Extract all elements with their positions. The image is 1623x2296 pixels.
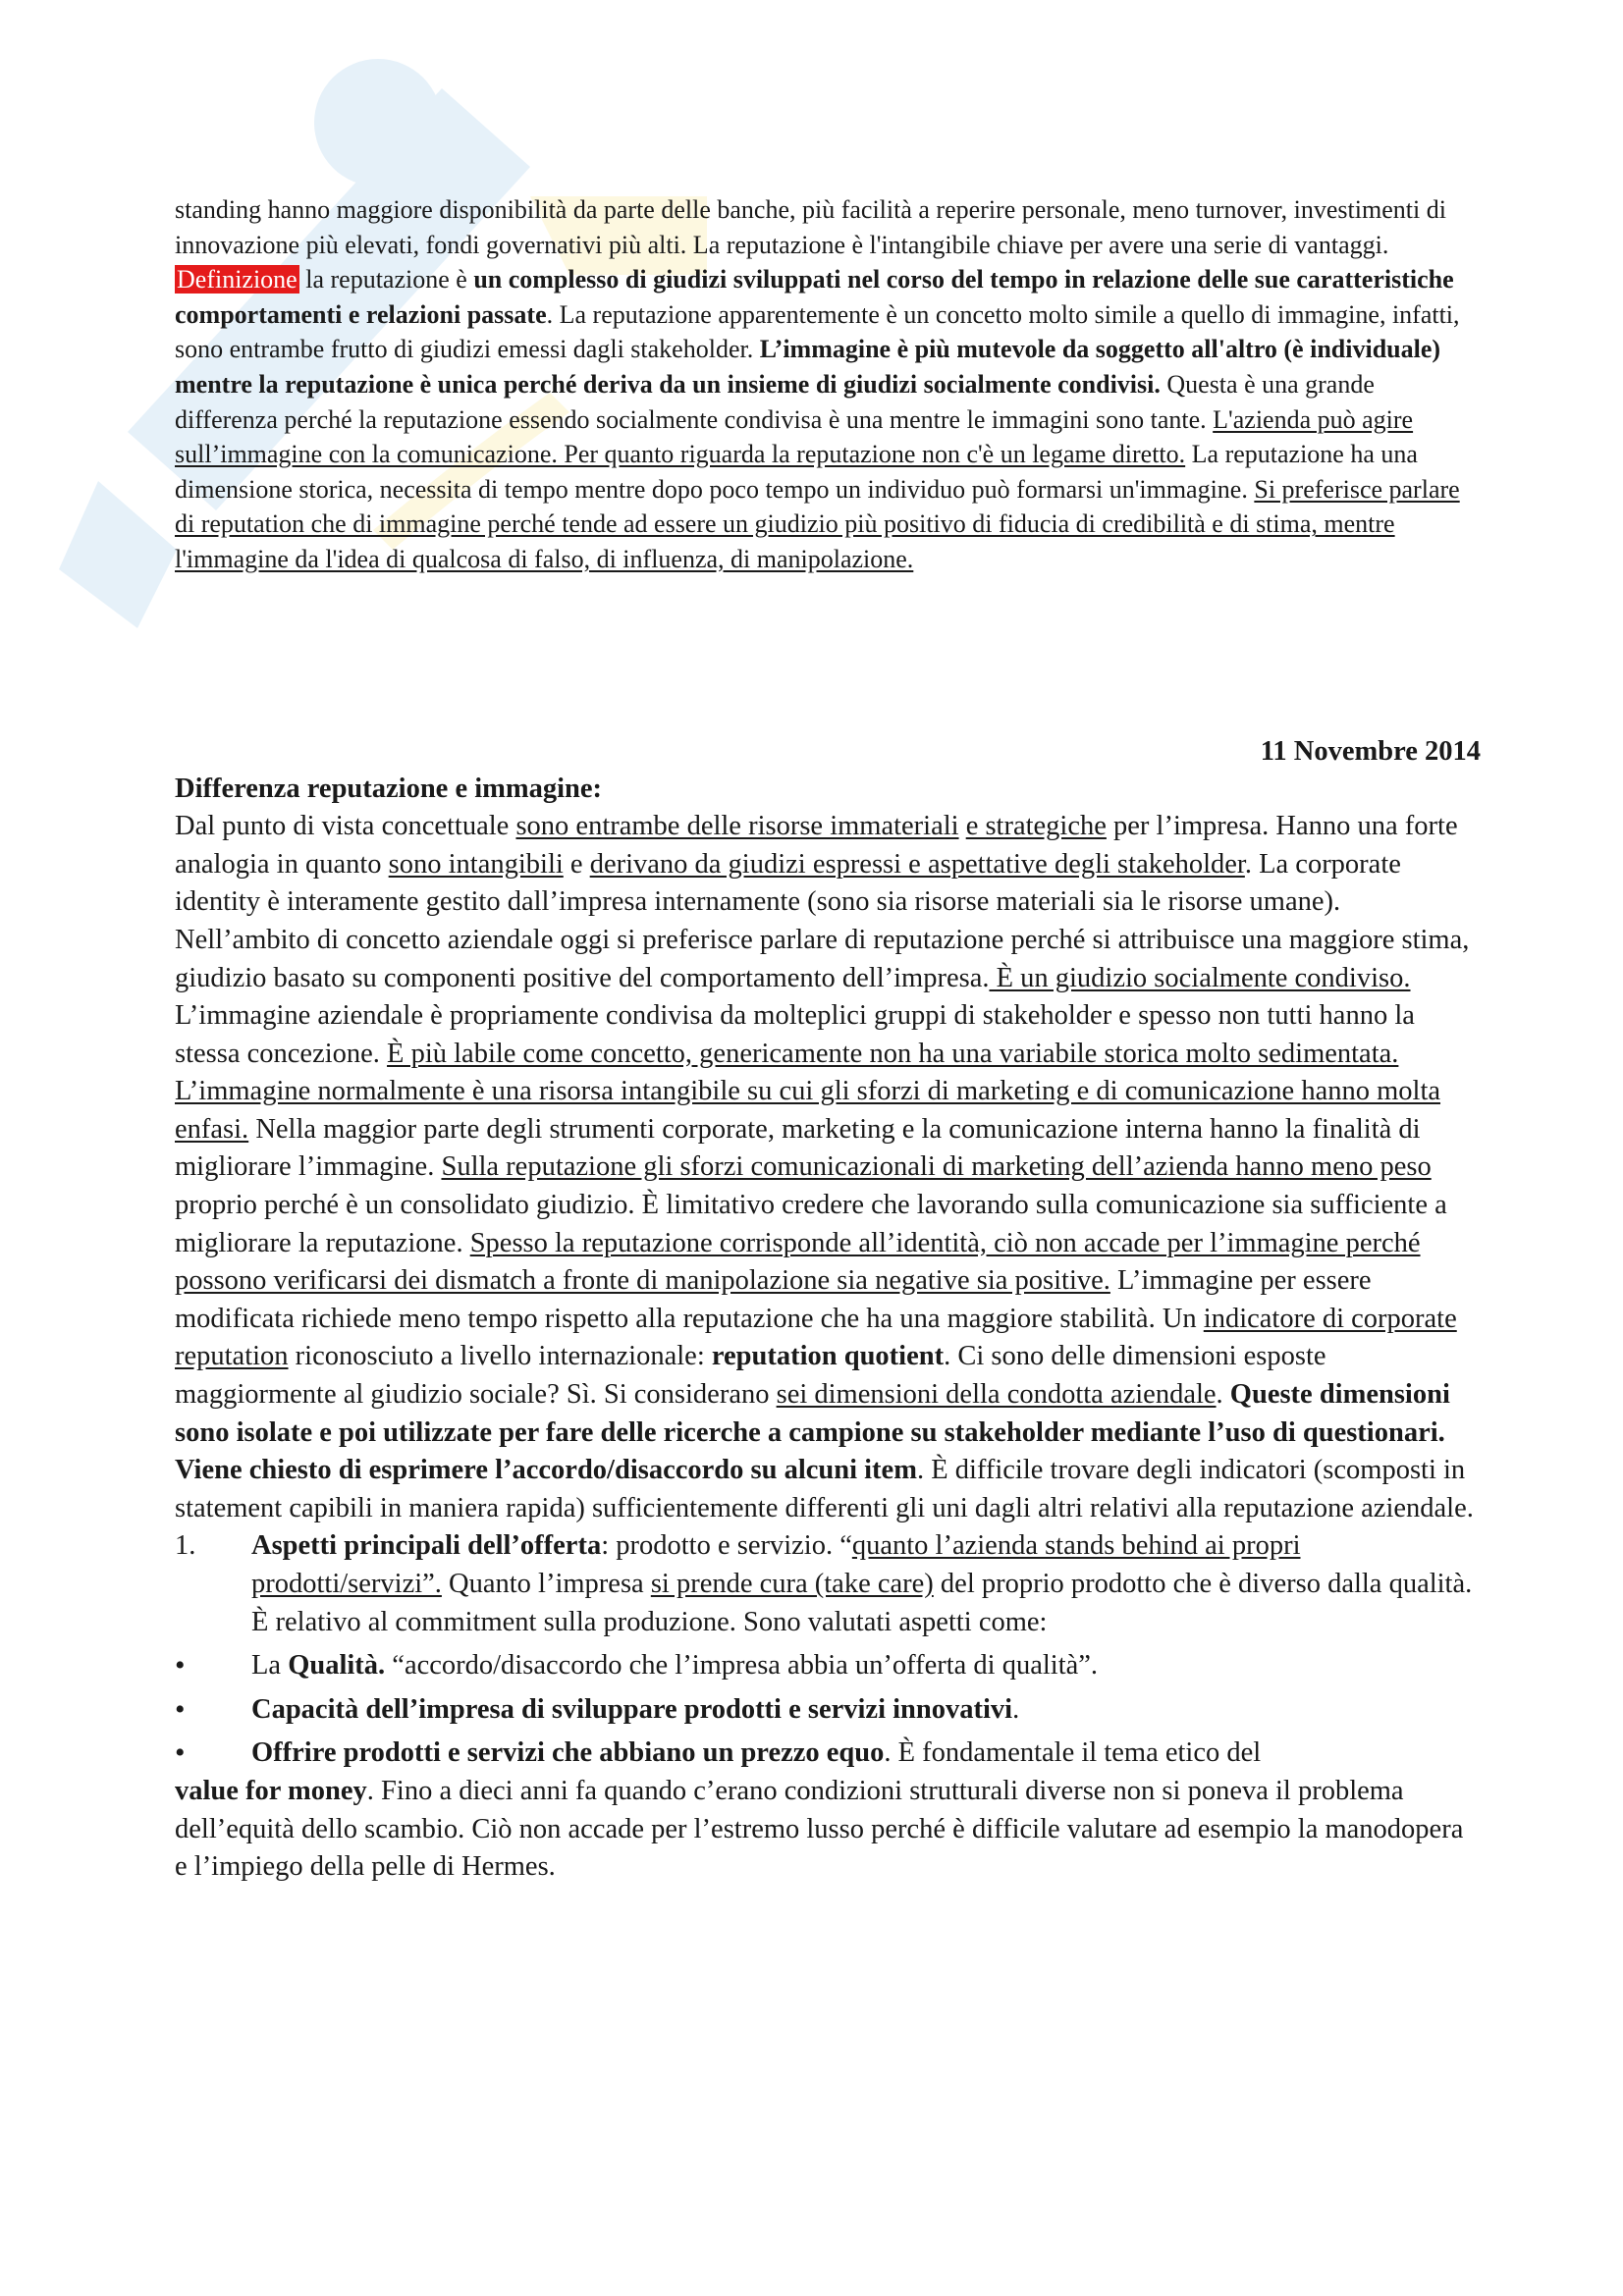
bold-run: Aspetti principali dell’offerta xyxy=(251,1530,602,1562)
text-run: . È difficile trovare degli indicatori (scomposti in statement capibili in maniera rapida) sufficientemente differenti gli uni dagli altri relativi alla reputazione aziendale. xyxy=(175,1455,1474,1523)
bullet-icon: • xyxy=(175,1736,186,1770)
text-run: . È fondamentale il tema etico del xyxy=(884,1737,1262,1769)
text-run: . Ci sono delle dimensioni esposte maggiormente al giudizio sociale? Sì. Si considerano xyxy=(175,1341,1326,1411)
bold-run: Capacità dell’impresa di sviluppare prodotti e servizi innovativi xyxy=(251,1693,1013,1725)
underlined-run: L'azienda può agire sull’immagine con la comunicazione. Per quanto riguarda la reputazione non c'è un legame diretto. xyxy=(175,404,1414,469)
text-run: Quanto l’impresa xyxy=(441,1569,651,1599)
bullet-text xyxy=(251,1735,1261,1773)
paragraph-definizione xyxy=(175,262,1481,576)
bullet-text xyxy=(251,1647,1098,1685)
underlined-run: si prende cura (take care) xyxy=(650,1569,934,1599)
text-run: la reputazione è xyxy=(298,265,474,294)
text-run: Nella maggior parte degli strumenti corporate, marketing e la comunicazione interna hanno la finalità di migliorare l’immagine. xyxy=(175,1113,1421,1183)
underlined-run: Spesso la reputazione corrisponde all’identità, ciò non accade per l’immagine perché possono verificarsi dei dismatch a fronte di manipolazione sia negative sia positive. xyxy=(175,1227,1421,1297)
text-run: . xyxy=(1012,1693,1020,1725)
text-run: per l’impresa. Hanno una forte analogia in quanto xyxy=(175,811,1458,880)
bullet-icon: • xyxy=(175,1649,186,1682)
text-run: . xyxy=(1216,1379,1230,1411)
text-block-top xyxy=(175,192,1481,577)
document-page xyxy=(175,192,1481,1887)
text-run: : prodotto e servizio. “ xyxy=(601,1530,852,1562)
item-text xyxy=(251,1527,1481,1641)
text-run: L’immagine aziendale è propriamente condivisa da molteplici gruppi di stakeholder e spesso non tutti hanno la stessa concezione. xyxy=(175,1000,1415,1069)
bold-run: Offrire prodotti e servizi che abbiano un prezzo equo xyxy=(251,1737,885,1769)
underlined-run: È più labile come concetto, genericamente non ha una variabile storica molto sedimentata. L’immagine normalmente è una risorsa intangibile su cui gli sforzi di marketing e di comunicazione hanno molta enfasi. xyxy=(175,1038,1441,1145)
bullet-item-qualita xyxy=(175,1647,1481,1685)
text-run: La xyxy=(251,1650,289,1682)
lecture-date: 11 Novembre 2014 xyxy=(1260,735,1481,767)
bullet-text xyxy=(251,1691,1019,1730)
paragraph-standing xyxy=(175,192,1481,262)
text-run: . Fino a dieci anni fa quando c’erano condizioni strutturali diverse non si poneva il problema dell’equità dello scambio. Ciò non accade per l’estremo lusso perché è difficile valutare ad esempio la manodopera e l’impiego della pelle di Hermes. xyxy=(175,1775,1464,1883)
section-heading: Differenza reputazione e immagine: xyxy=(175,773,603,804)
item-number: 1. xyxy=(175,1530,196,1562)
text-run: . La reputazione apparentemente è un concetto molto simile a quello di immagine, infatti, sono entrambe frutto di giudizi emessi dagli stakeholder. xyxy=(175,299,1460,364)
bullet-item-prezzo xyxy=(175,1735,1481,1773)
text-run: Questa è una grande differenza perché la reputazione essendo socialmente condivisa è una mentre le immagini sono tante. xyxy=(175,369,1375,434)
text-block-main xyxy=(175,733,1481,1642)
text-run: proprio perché è un consolidato giudizio. È limitativo credere che lavorando sulla comunicazione sia sufficiente a migliorare la reputazione. xyxy=(175,1190,1447,1258)
text-run: Dal punto di vista concettuale xyxy=(175,811,516,842)
underlined-run: e strategiche xyxy=(965,811,1107,842)
numbered-item-1 xyxy=(175,1527,1481,1641)
text-run: e xyxy=(563,848,590,880)
text-run: La reputazione ha una dimensione storica, necessita di tempo mentre dopo poco tempo un individuo può formarsi un'immagine. xyxy=(175,440,1418,504)
underlined-run: indicatore di corporate reputation xyxy=(175,1303,1457,1372)
bullet-icon: • xyxy=(175,1692,186,1726)
bold-run: L’immagine è più mutevole da soggetto all'altro (è individuale) mentre la reputazione è unica perché deriva da un insieme di giudizi socialmente condivisi. xyxy=(175,335,1441,399)
definition-tag: Definizione xyxy=(177,265,298,294)
text-run xyxy=(959,811,966,841)
text-run: . La corporate identity è interamente gestito dall’impresa internamente (sono sia risorse materiali sia le risorse umane). Nell’ambito di concetto aziendale oggi si preferisce parlare di reputazione perché si attribuisce una maggiore stima, giudizio basato su componenti positive del comportamento dell’impresa. xyxy=(175,848,1470,993)
underlined-run: sono intangibili xyxy=(388,848,564,880)
text-run: riconosciuto a livello internazionale: xyxy=(288,1341,712,1372)
bold-run: reputation quotient xyxy=(711,1341,945,1372)
text-run: “accordo/disaccordo che l’impresa abbia un’offerta di qualità”. xyxy=(385,1650,1099,1682)
underlined-run: sono entrambe delle risorse immateriali xyxy=(515,811,959,842)
bullet-item-innovazione xyxy=(175,1691,1481,1730)
underlined-run: Sulla reputazione gli sforzi comunicazionali di marketing dell’azienda hanno meno peso xyxy=(441,1151,1432,1183)
bold-run: Queste dimensioni sono isolate e poi utilizzate per fare delle ricerche a campione su stakeholder mediante l’uso di questionari. Viene chiesto di esprimere l’accordo/disaccordo su alcuni item xyxy=(175,1379,1450,1486)
bold-run: value for money xyxy=(175,1775,367,1806)
paragraph-differenza xyxy=(175,808,1481,1527)
text-run: del proprio prodotto che è diverso dalla qualità. È relativo al commitment sulla produzione. Sono valutati aspetti come: xyxy=(251,1569,1473,1637)
text-run: standing hanno maggiore disponibilità da parte delle banche, più facilità a reperire personale, meno turnover, investimenti di innovazione più elevati, fondi governativi più alti. La reputazione è l'intangibile chiave per avere una serie di vantaggi. xyxy=(175,195,1446,259)
paragraph-value-for-money xyxy=(175,1773,1481,1887)
underlined-run: derivano da giudizi espressi e aspettative degli stakeholder xyxy=(589,848,1245,880)
bullet-list xyxy=(175,1647,1481,1887)
underlined-run: sei dimensioni della condotta aziendale xyxy=(776,1379,1217,1411)
underlined-run: È un giudizio socialmente condiviso. xyxy=(989,962,1411,993)
bold-run: un complesso di giudizi sviluppati nel corso del tempo in relazione delle sue caratteristiche comportamenti e relazioni passate xyxy=(175,265,1454,329)
text-run: L’immagine per essere modificata richiede meno tempo rispetto alla reputazione che ha una maggiore stabilità. Un xyxy=(175,1265,1372,1334)
underlined-run: Si preferisce parlare di reputation che di immagine perché tende ad essere un giudizio più positivo di fiducia di credibilità e di stima, mentre l'immagine da l'idea di qualcosa di falso, di influenza, di manipolazione. xyxy=(175,474,1460,573)
underlined-run: quanto l’azienda stands behind ai propri prodotti/servizi”. xyxy=(251,1530,1301,1599)
bold-run: Qualità. xyxy=(288,1650,386,1682)
